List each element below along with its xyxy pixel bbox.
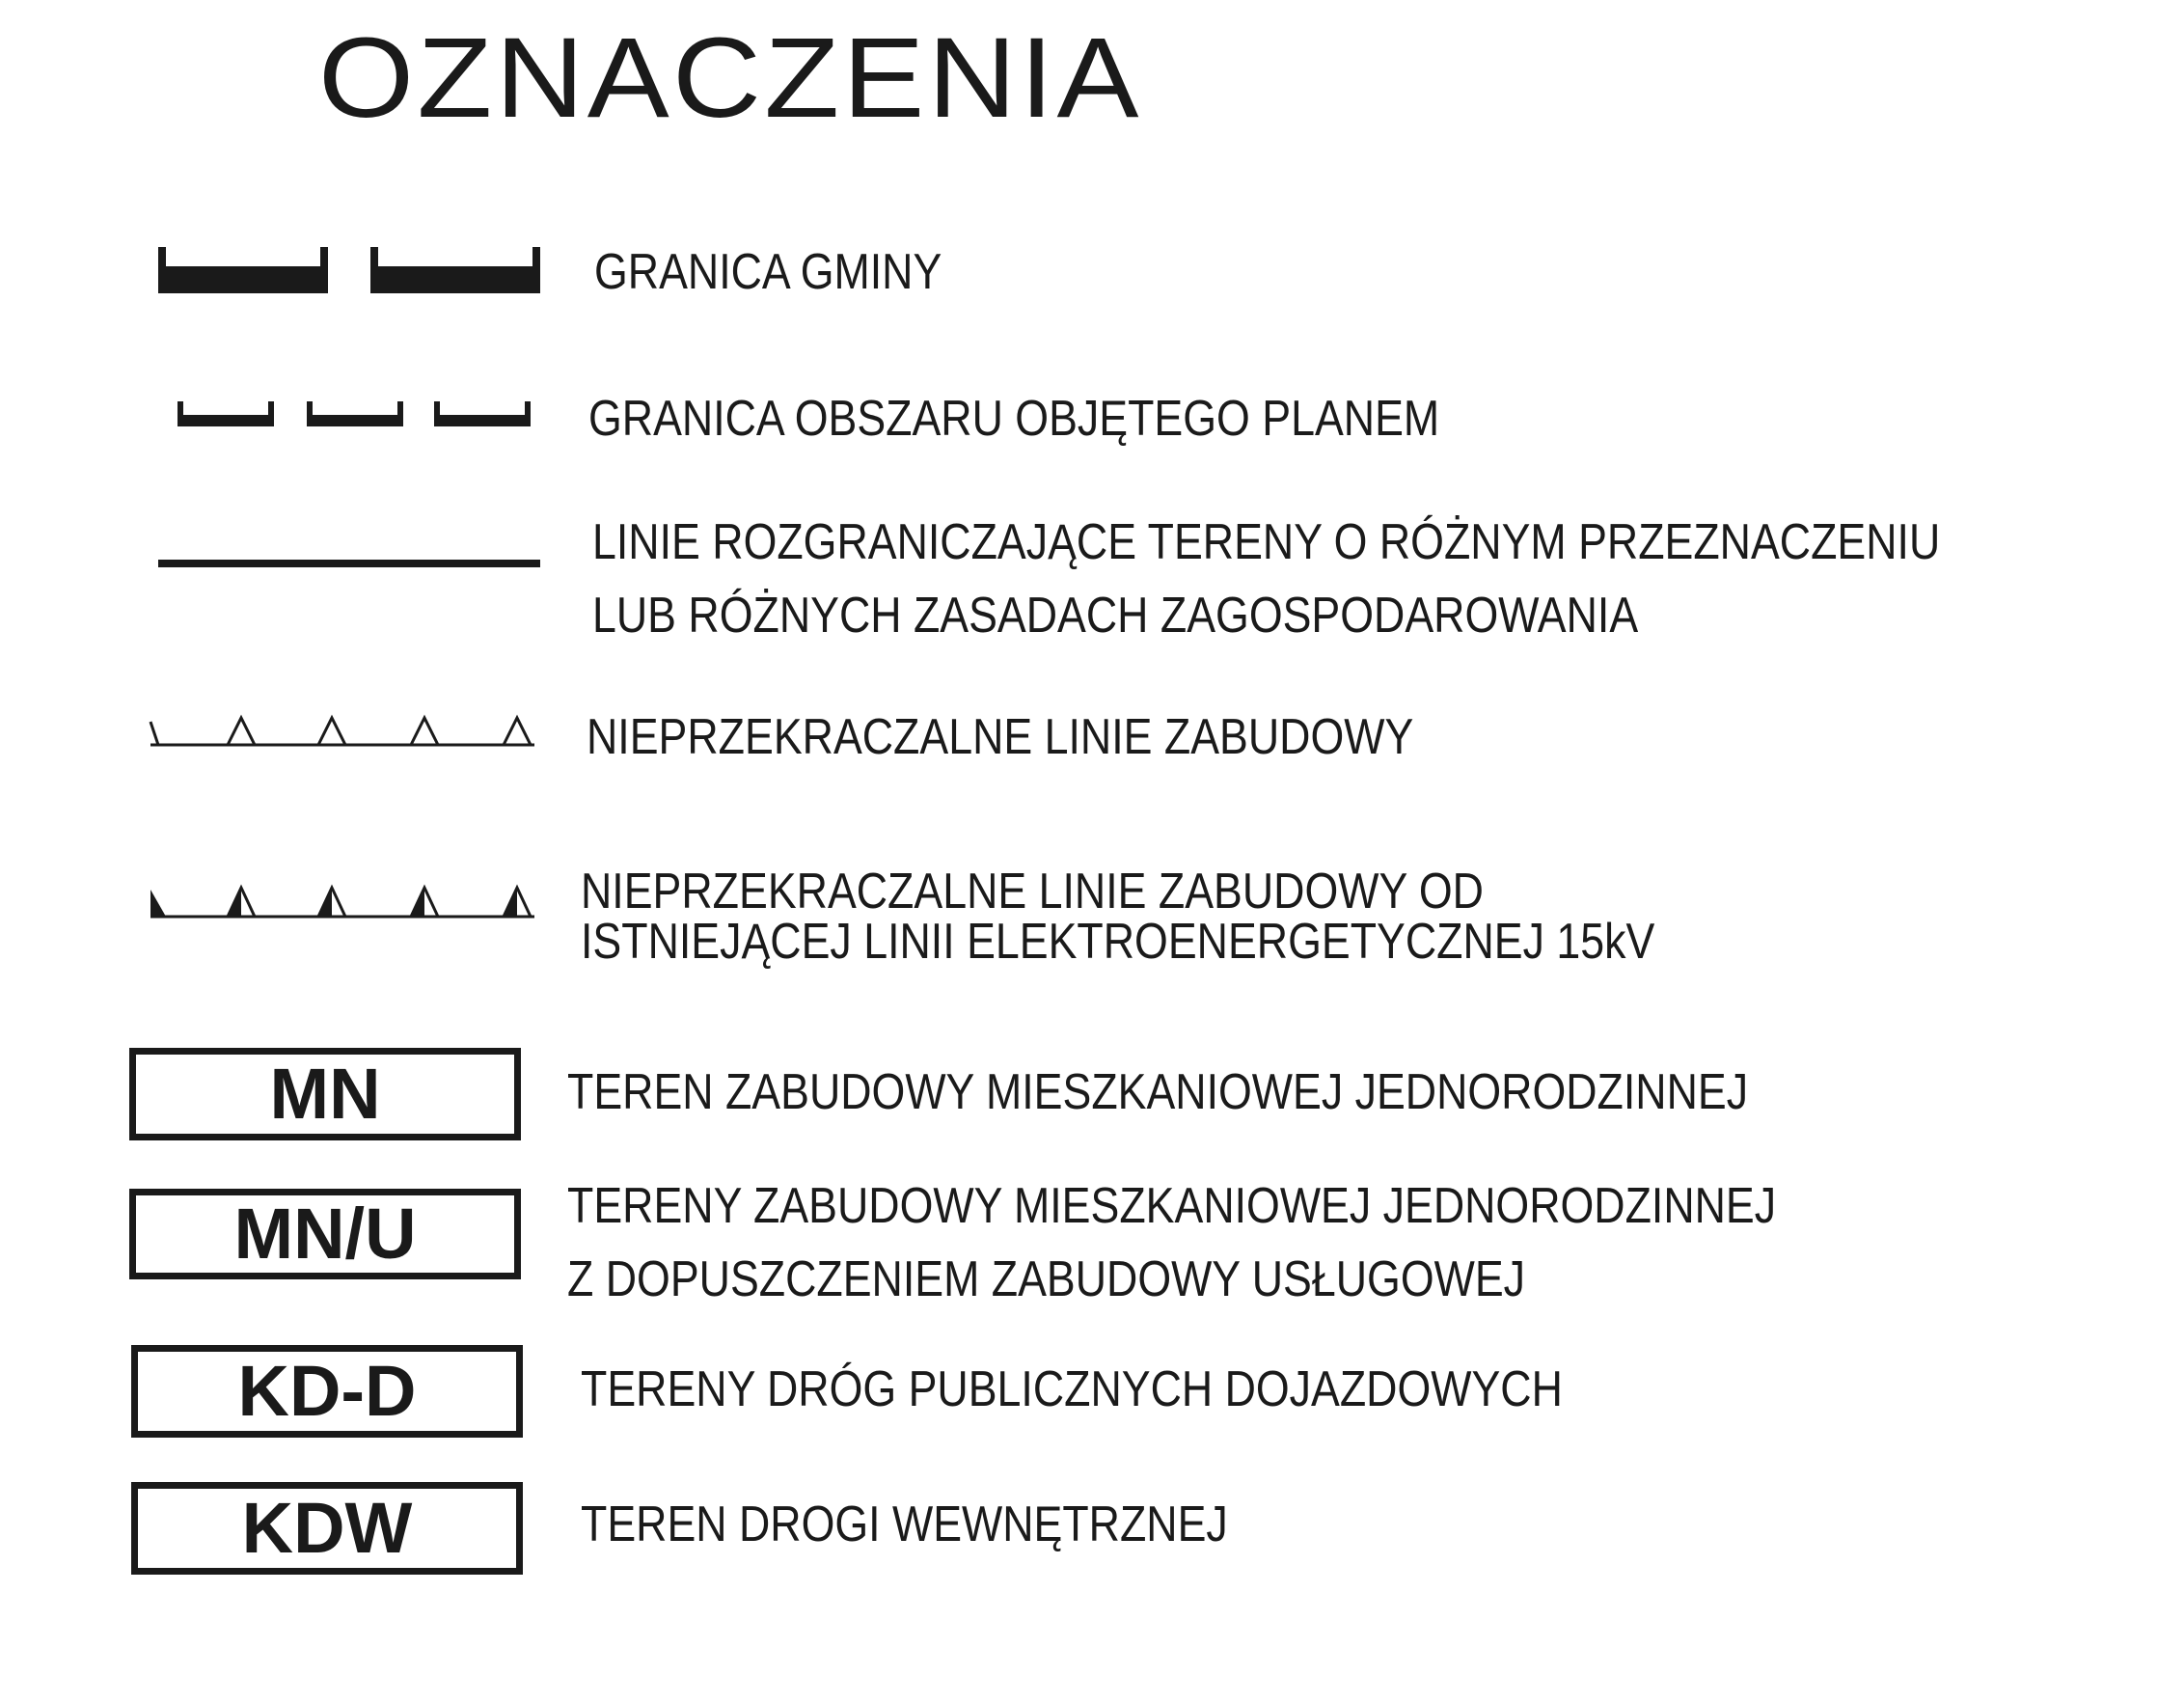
legend-line: NIEPRZEKRACZALNE LINIE ZABUDOWY OD: [581, 864, 1484, 920]
legend-label-mn: [567, 1064, 1749, 1120]
legend-line: LUB RÓŻNYCH ZASADACH ZAGOSPODAROWANIA: [592, 588, 1639, 644]
code-box-mn: [129, 1048, 521, 1140]
building-line-power-symbol: [145, 878, 540, 926]
code-box-kdw: [131, 1482, 523, 1575]
legend-label-building-line: [587, 709, 1414, 765]
plan-area-boundary-symbol: [174, 398, 550, 436]
code-box-kd-d: [131, 1345, 523, 1438]
zone-code: MN/U: [233, 1194, 417, 1274]
legend-label-kd-d: [581, 1361, 1563, 1417]
legend-label-mn-u: [567, 1169, 1776, 1316]
legend-label-demarcation-line: [592, 506, 1940, 652]
legend-line: GRANICA OBSZARU OBJĘTEGO PLANEM: [588, 391, 1440, 447]
legend-label-kdw: [581, 1496, 1228, 1552]
legend-line: TERENY ZABUDOWY MIESZKANIOWEJ JEDNORODZINNEJ: [567, 1178, 1777, 1234]
legend-label-plan-area-boundary: [588, 391, 1440, 447]
legend-line: LINIE ROZGRANICZAJĄCE TERENY O RÓŻNYM PRZEZNACZENIU: [592, 514, 1941, 570]
legend-line: TEREN DROGI WEWNĘTRZNEJ: [581, 1496, 1228, 1552]
zone-code: MN: [269, 1054, 381, 1134]
legend-line: TEREN ZABUDOWY MIESZKANIOWEJ JEDNORODZINNEJ: [567, 1064, 1749, 1120]
building-line-open-symbol: [145, 710, 540, 755]
legend-line: GRANICA GMINY: [594, 244, 942, 300]
zone-code: KD-D: [237, 1351, 417, 1431]
municipal-boundary-symbol: [154, 243, 550, 301]
zone-code: KDW: [241, 1488, 413, 1568]
legend-line: TERENY DRÓG PUBLICZNYCH DOJAZDOWYCH: [581, 1361, 1563, 1417]
legend-line: ISTNIEJĄCEJ LINII ELEKTROENERGETYCZNEJ 15kV: [581, 914, 1655, 970]
demarcation-line-symbol: [154, 556, 550, 575]
legend-title: OZNACZENIA: [318, 14, 1142, 142]
legend-line: Z DOPUSZCZENIEM ZABUDOWY USŁUGOWEJ: [567, 1251, 1526, 1307]
legend-line: NIEPRZEKRACZALNE LINIE ZABUDOWY: [587, 709, 1414, 765]
code-box-mn-u: [129, 1189, 521, 1279]
legend-label-building-line-power: [581, 864, 1655, 970]
legend-label-municipal-boundary: [594, 244, 942, 300]
